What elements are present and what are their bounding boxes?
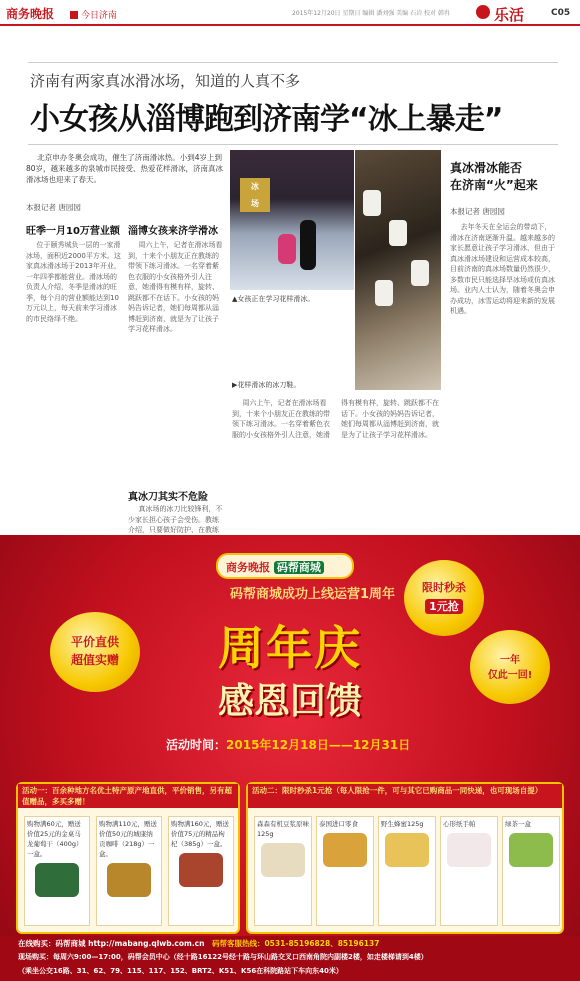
skating-photo: [230, 150, 354, 290]
body-column-3: [232, 398, 442, 524]
flash-text: 绿茶一盒: [505, 820, 531, 828]
ad-time-label: 活动时间：: [166, 738, 227, 752]
badge-text: 仅此一回!: [487, 670, 533, 681]
ad-badge-left: [50, 612, 140, 692]
masthead-logo: 商务晚报: [6, 7, 55, 21]
body-text: 真冰场的冰刀比较锋利，不少家长担心孩子会受伤。教练介绍，只要做好防护、在教练: [128, 505, 223, 534]
subhead-2: 淄博女孩来济学滑冰: [128, 226, 218, 237]
ad-footer-line-2: 现场购买：每周六9:00—17:00，码帮会员中心（经十路16122号经十路与环山路交叉口西南角院内副楼2楼，如走楼梯请到4楼）: [18, 953, 428, 961]
ad-badge-right: [470, 630, 550, 704]
issue-meta: 2015年12月20日 星期日 编辑 潘刘强 美编 石岩 校对 韩冉: [292, 10, 450, 17]
flash-text: 心形纸手帕: [443, 820, 476, 828]
flash-item[interactable]: [502, 816, 560, 926]
product-image: [385, 833, 429, 867]
gift-item: [96, 816, 162, 926]
ad-time-value: 2015年12月18日——12月31日: [226, 738, 411, 752]
article-kicker: 济南有两家真冰滑冰场，知道的人真不多: [30, 72, 301, 90]
body-text: 周六上午，记者在滑冰场看到，十来个小朋友正在教练的带领下练习滑冰。一名穿着紫色衣服的小女孩格外引人注意，她滑得有模有样，旋转、跳跃都不在话下。小女孩的妈妈告诉记者，她们每周都从淄博赶到济南，就是为了让孩子学习花样滑冰。: [128, 241, 223, 333]
badge-text: 一年: [500, 655, 520, 666]
body-text: 周六上午，记者在滑冰场看到，十来个小朋友正在教练的带领下练习滑冰。一名穿着紫色衣服的小女孩格外引人注意，她滑得有模有样，旋转、跳跃都不在话下。小女孩的妈妈告诉记者，她们每周都从淄博赶到济南，就是为了让孩子学习花样滑冰。: [232, 399, 439, 439]
subhead-1: 旺季一月10万营业额: [26, 226, 120, 237]
sidebar-byline: 本报记者 唐园园: [450, 207, 505, 216]
sidebar-headline-line2: 在济南“火”起来: [450, 178, 538, 192]
gift-text: 购物满110元，赠送价值50元的城康纳贡咖啡（218g）一盒。: [99, 820, 157, 858]
badge-text: 限时秒杀: [422, 581, 466, 594]
rink-sign: 冰 场: [240, 178, 270, 212]
column-title: 乐活: [494, 6, 525, 24]
ad-subtitle: 感恩回馈: [217, 681, 362, 722]
body-column-1: [26, 240, 122, 522]
flash-item[interactable]: [254, 816, 312, 926]
sidebar-headline-line1: 真冰滑冰能否: [450, 161, 523, 175]
hotline: 码帮客服热线：0531-85196828、85196137: [211, 939, 380, 948]
ad-slogan: 码帮商城成功上线运营1周年: [230, 587, 396, 602]
online-buy[interactable]: 在线购买：码帮商城 http://mabang.qlwb.com.cn: [18, 939, 205, 948]
divider: [28, 144, 558, 145]
product-image: [323, 833, 367, 867]
column-icon: [476, 5, 490, 19]
ad-brand-name: 商务晚报: [226, 561, 270, 574]
skate-shape: [375, 280, 393, 306]
product-image: [447, 833, 491, 867]
divider: [28, 62, 558, 63]
product-image: [35, 863, 79, 897]
gift-item: [168, 816, 234, 926]
badge-text: 超值实赠: [70, 653, 119, 667]
badge-price: 1元抢: [425, 599, 463, 614]
article-headline: 小女孩从淄博跑到济南学“冰上暴走”: [30, 102, 503, 137]
skate-shape: [363, 190, 381, 216]
flash-text: 森森有机豆浆原味125g: [257, 820, 309, 838]
skate-shape: [389, 220, 407, 246]
flash-text: 野生蜂蜜125g: [381, 820, 424, 828]
photo-caption-1: ▲女孩正在学习花样滑冰。: [232, 295, 315, 303]
product-image: [107, 863, 151, 897]
activity-2-panel: [246, 782, 564, 934]
section-label: 今日济南: [70, 8, 117, 21]
body-column-2: [128, 240, 224, 484]
sidebar-headline: [450, 160, 538, 194]
gift-text: 购物满160元，赠送价值75元的精品枸杞（385g）一盒。: [171, 820, 229, 848]
page-number: C05: [551, 8, 571, 18]
ad-badge-flash-sale: [404, 560, 484, 636]
body-column-2b: [128, 504, 224, 534]
subhead-3: 真冰刀其实不危险: [128, 492, 208, 503]
badge-text: 平价直供: [70, 635, 119, 649]
page-header: [0, 0, 580, 26]
product-image: [261, 843, 305, 877]
skate-shape: [411, 260, 429, 286]
flash-text: 泰国进口零食: [319, 820, 358, 828]
ad-brand: [216, 553, 354, 579]
ad-brand-tag: 码帮商城: [274, 561, 324, 574]
ad-footer-line-3: （乘坐公交16路、31、62、79、115、117、152、BRT2、K51、K56在科院路站下车向东40米）: [18, 967, 343, 975]
body-text: 位于颐秀城负一层的一家滑冰场，面积近2000平方米。这家真冰滑冰场于2013年开业，一年四季都能营业。滑冰场的负责人介绍，冬季是滑冰的旺季，每个月的营业额能达到10万元以上，每天前来学习滑冰的市民络绎不绝。: [26, 241, 121, 323]
ad-title: 周年庆: [218, 621, 362, 675]
activity-1-head: 活动一：百余种地方名优土特产原产地直供，平价销售，另有超值赠品，多买多赠！: [18, 784, 238, 808]
girl-figure: [278, 234, 296, 264]
photo-caption-2: ▶花样滑冰的冰刀鞋。: [232, 381, 301, 389]
sidebar-column: [450, 222, 556, 526]
product-image: [509, 833, 553, 867]
ad-footer-line-1: [18, 938, 379, 949]
product-image: [179, 853, 223, 887]
body-text: 去年冬天在全运会的带动下，滑冰在济南逐渐升温。越来越多的家长愿意让孩子学习滑冰，但由于真冰滑冰场建设和运营成本较高，目前济南的真冰场数量仍然很少，多数市民只能选择旱冰场或仿真冰场。业内人士认为，随着冬奥会申办成功，冰雪运动将迎来新的发展机遇。: [450, 223, 555, 315]
flash-item[interactable]: [316, 816, 374, 926]
activity-1-panel: [16, 782, 240, 934]
coach-figure: [300, 220, 316, 270]
article-lead: 北京申办冬奥会成功，催生了济南滑冰热。小到4岁上到80岁，越来越多的泉城市民接受、热爱花样滑冰，济南真冰滑冰场也迎来了春天。: [26, 153, 224, 184]
flash-item[interactable]: [378, 816, 436, 926]
activity-2-head: 活动二：限时秒杀1元抢（每人限抢一件，可与其它已购商品一同快递，也可现场自提）: [248, 784, 562, 808]
gift-text: 购物满60元，赠送价值25元的金桌马龙葡萄干（400g）一盒。: [27, 820, 83, 858]
gift-item: [24, 816, 90, 926]
ad-time: [166, 736, 410, 753]
skates-photo: [355, 150, 441, 390]
article-byline: 本报记者 唐园园: [26, 203, 81, 212]
flash-item[interactable]: [440, 816, 498, 926]
